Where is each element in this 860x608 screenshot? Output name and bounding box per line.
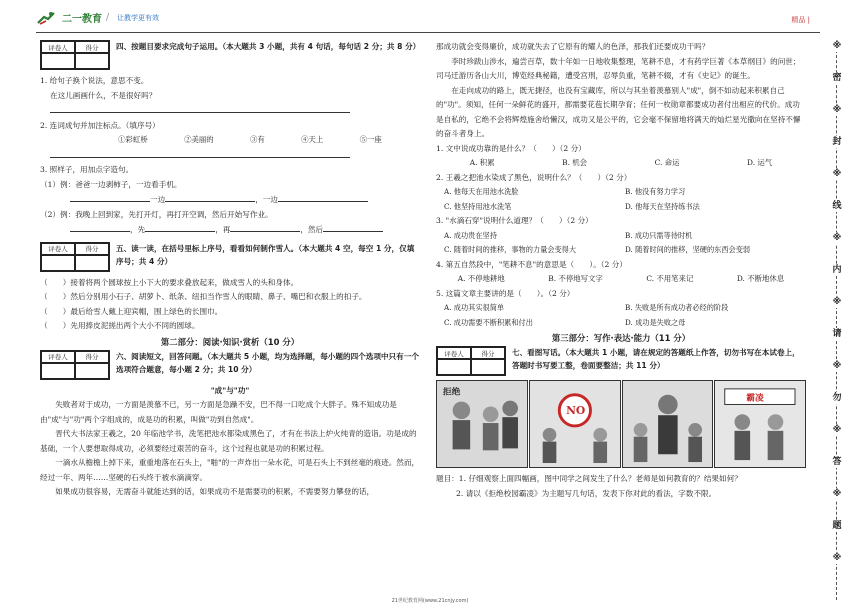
- question-options: [436, 229, 806, 258]
- score-label: 得分: [75, 41, 109, 53]
- score-box: [40, 40, 110, 70]
- grader-field[interactable]: [437, 359, 471, 375]
- article-paragraph: 晋代大书法家王羲之，20 年临池学书，洗笔把池水都染成黑色了，才有在书法上炉火纯青的造诣。功是成的基础，一个人要想取得成功，必须要经过艰苦的奋斗，这个过程也就是功的积累过程。: [40, 429, 417, 453]
- grader-field[interactable]: [41, 53, 75, 69]
- question-options: [436, 185, 806, 214]
- margin-glyph: 线: [830, 200, 844, 212]
- comic-strip: [436, 380, 806, 468]
- question-3-fill-2[interactable]: ，先 ，再 ，然后: [40, 222, 420, 238]
- grader-label: 评卷人: [41, 351, 75, 363]
- question-options: [436, 156, 806, 171]
- margin-glyph: ※: [830, 232, 844, 244]
- word-option: ④天上: [301, 135, 324, 144]
- grader-field[interactable]: [41, 363, 75, 379]
- divider: /: [106, 12, 110, 23]
- word-option: ②美丽的: [184, 135, 214, 144]
- right-column: [436, 40, 806, 501]
- option[interactable]: A. 成功其实很简单: [444, 303, 505, 312]
- option[interactable]: C. 他坚持用池水洗笔: [444, 201, 512, 211]
- question-3-block: [436, 214, 806, 258]
- brand-name: 二一教育: [62, 14, 102, 25]
- question-2: 2. 连词成句并加注标点。（填序号）: [40, 120, 160, 130]
- banner-text: 霸凌: [746, 393, 765, 404]
- question-3: 3. 照样子，用加点字造句。: [40, 165, 134, 174]
- option[interactable]: D. 他每天在坚持练书法: [625, 201, 700, 211]
- option[interactable]: B. 失败是所有成功者必经的阶段: [625, 303, 729, 312]
- question-2-words: [40, 133, 420, 148]
- no-sign-text: NO: [565, 404, 585, 418]
- page-footer: 21世纪教育网(www.21cnjy.com): [391, 598, 469, 604]
- comic-panel-4: [714, 380, 806, 468]
- question-1: 1. 给句子换个说法，意思不变。: [40, 76, 149, 85]
- left-column: [40, 40, 420, 500]
- score-label: 得分: [75, 243, 109, 255]
- step-item: （ ）最后给雪人戴上迎宾帽，围上绿色的长围巾。: [40, 306, 223, 316]
- section-4-title: 四、按题目要求完成句子运用。（本大题共 3 小题，共有 4 句话，每句话 2 分；共 8 分）: [116, 42, 421, 51]
- brand-logo: [36, 10, 159, 25]
- margin-glyph: 密: [830, 72, 844, 84]
- score-field[interactable]: [75, 53, 109, 69]
- question-4-block: [436, 258, 806, 287]
- section-7-header: [436, 346, 806, 376]
- runner-logo-icon: [36, 11, 58, 25]
- option[interactable]: B. 成功只需等待时机: [625, 230, 693, 240]
- option[interactable]: D. 运气: [747, 158, 773, 167]
- question-options: [436, 272, 806, 287]
- article-paragraph: 在走向成功的路上，既无捷径，也没有宝藏库，所以与其坐着羡慕别人"成"，倒不如动起来积累自己的"功"。须知，任何一朵鲜花的盛开，都需要花苞长期孕育；任何一枚勋章都要成功者付出相应的代价。成功是自私的，它绝不会将辉煌施舍给懒汉，成功又是公平的，它会毫不保留地将满天的灿烂星光撒向在坚持不懈的奋斗者身上。: [436, 85, 801, 138]
- panel-sign-text: 拒绝: [442, 387, 461, 398]
- option[interactable]: B. 他没有努力学习: [625, 187, 686, 196]
- grader-label: 评卷人: [437, 347, 471, 359]
- question-text: 2. 王羲之把池水染成了黑色，说明什么？（ ）（2 分）: [436, 172, 632, 182]
- reconciliation-scene-illustration: [715, 381, 805, 467]
- step-item: （ ）接着将两个圆球按上小下大的要求叠放起来，做成雪人的头和身体。: [40, 277, 299, 287]
- option[interactable]: A. 成功贵在坚持: [444, 230, 497, 240]
- section-6-title: 六、阅读短文，回答问题。（本大题共 5 小题，均为选择题，每小题的四个选项中只有一个选项符合题意，每小题 2 分；共 10 分）: [116, 351, 419, 374]
- part-3-title: 第三部分：写作·表达·能力（11 分）: [551, 333, 691, 343]
- margin-glyph: ※: [830, 168, 844, 180]
- question-2-block: [436, 171, 806, 215]
- step-item: （ ）然后分别用小石子、胡萝卜、纸条、纽扣当作雪人的眼睛、鼻子、嘴巴和衣服上的扣子。: [40, 292, 367, 301]
- margin-glyph: ※: [830, 424, 844, 436]
- section-4-header: [40, 40, 420, 70]
- option[interactable]: C. 随着时间的推移，事物的力量会变得大: [444, 245, 577, 254]
- question-text: 5. 这篇文章主要讲的是（ ）。（2 分）: [436, 288, 575, 298]
- option[interactable]: C. 不用笔来记: [646, 274, 694, 283]
- score-field[interactable]: [75, 255, 109, 271]
- question-5-block: [436, 287, 806, 331]
- option[interactable]: A. 不停地耕地: [457, 274, 505, 283]
- question-options: [436, 301, 806, 330]
- margin-glyph: 请: [830, 328, 844, 340]
- bullying-scene-illustration: [437, 381, 527, 467]
- article-paragraph: 失败者对于成功，一方面是羡慕不已，另一方面是急躁不安，巴不得一口吃成个大胖子。殊不知成功是由"成"与"功"两个字组成的，成是功的积累，叫做"功到自然成"。: [40, 400, 397, 424]
- margin-glyph: ※: [830, 360, 844, 372]
- score-box: [436, 346, 506, 376]
- answer-line[interactable]: [40, 103, 420, 119]
- option[interactable]: B. 不停地写文字: [548, 274, 603, 283]
- margin-glyph: 题: [830, 520, 844, 532]
- word-option: ①彩虹桥: [118, 135, 148, 144]
- article-title: "成"与"功": [210, 385, 250, 395]
- section-5-header: [40, 242, 420, 272]
- step-item: （ ）先用捧皮泥搓出两个大小不同的圆球。: [40, 321, 200, 330]
- question-3-example-2: （2）例：我晚上回到家，先打开灯，再打开空调，然后开始写作业。: [40, 209, 273, 219]
- question-3-fill-1[interactable]: 一边 ，一边: [40, 192, 420, 208]
- refusal-scene-illustration: [530, 381, 620, 467]
- answer-line[interactable]: [40, 148, 420, 164]
- word-option: ⑤一座: [359, 135, 382, 144]
- score-box: [40, 350, 110, 380]
- comic-panel-3: [622, 380, 714, 468]
- score-field[interactable]: [471, 359, 505, 375]
- margin-glyph: ※: [830, 104, 844, 116]
- quality-badge: 精品 |: [791, 16, 810, 24]
- comic-panel-1: [436, 380, 528, 468]
- section-7-title: 七、看图写话。（本大题共 1 小题，请在规定的答题纸上作答，切勿书写在本试卷上，答题时书写要工整，卷面要整洁；共 11 分）: [512, 348, 800, 370]
- margin-glyph: 封: [830, 136, 844, 148]
- header-rule: [36, 32, 820, 33]
- score-field[interactable]: [75, 363, 109, 379]
- option[interactable]: A. 他每天在用池水洗脸: [444, 187, 519, 196]
- margin-glyph: ※: [830, 488, 844, 500]
- question-text: 1. 文中说成功靠的是什么？（ ）（2 分）: [436, 143, 586, 153]
- writing-prompt-1: 题目：1. 仔细观察上面四幅画，图中同学之间发生了什么？老师是如何教育的？结果如何？: [436, 474, 742, 483]
- option[interactable]: A. 积累: [469, 158, 495, 167]
- margin-glyph: ※: [830, 40, 844, 52]
- article-paragraph: 一滴水从檐檐上掉下来，重重地落在石头上，"啪"的一声炸出一朵水花，可是石头上不到丝毫的痕迹。然而，经过一年、两年……坚硬的石头终于被水滴滴穿。: [40, 458, 420, 482]
- article-paragraph: 李时珍跋山涉水，遍尝百草，数十年如一日地收集整理，笔耕不息，才有药学巨著《本草纲目》的问世；司马迁游历各山大川，博览经典秘籍，遭受宫刑，忍辱负重，笔耕不辍，才有《史记》的诞生。: [436, 56, 801, 80]
- score-box: [40, 242, 110, 272]
- binding-margin: [810, 40, 860, 600]
- score-label: 得分: [75, 351, 109, 363]
- page-header: [0, 0, 860, 30]
- article-paragraph: 那成功就会变得廉价，成功就失去了它原有的耀人的色泽，那我们还要成功干吗？: [436, 42, 710, 51]
- margin-glyph: 勿: [830, 392, 844, 404]
- question-3-example-1: （1）例：爸爸一边剥柿子，一边看手机。: [40, 179, 182, 189]
- grader-label: 评卷人: [41, 243, 75, 255]
- margin-glyph: ※: [830, 296, 844, 308]
- part-2-title: 第二部分：阅读·知识·赏析（10 分）: [160, 336, 300, 347]
- section-5-title: 五、读一读，在括号里标上序号，看看如何制作雪人。（本大题共 4 空，每空 1 分，仅填序号；共 4 分）: [116, 243, 415, 266]
- question-1-sentence: 在这儿画画什么，不是很好吗？: [50, 90, 157, 100]
- margin-glyph: 答: [830, 456, 844, 468]
- question-text: 4. 第五自然段中，"笔耕不息"的意思是（ ）。（2 分）: [436, 259, 627, 269]
- margin-glyph: 内: [830, 264, 844, 276]
- comic-panel-2: [529, 380, 621, 468]
- brand-slogan: 让教学更有效: [117, 13, 160, 22]
- question-1-block: [436, 142, 806, 171]
- word-option: ③有: [249, 135, 265, 144]
- option[interactable]: C. 命运: [654, 158, 680, 167]
- article-paragraph: 如果成功很容易，无需奋斗就能达到的话，如果成功不是需要功的积累，不需要努力攀登的话，: [55, 487, 375, 496]
- grader-field[interactable]: [41, 255, 75, 271]
- writing-prompt-2: 2. 请以《拒绝校园霸凌》为主题写几句话，发表下你对此的看法，字数不限。: [456, 488, 717, 498]
- score-label: 得分: [471, 347, 505, 359]
- option[interactable]: D. 不断地休息: [736, 274, 785, 283]
- seal-line: [836, 40, 837, 600]
- teacher-scene-illustration: [623, 381, 713, 467]
- option[interactable]: D. 成功是失败之母: [625, 317, 686, 327]
- option[interactable]: D. 随着时间的推移，坚硬的东西会变弱: [625, 245, 751, 254]
- option[interactable]: C. 成功需要不断积累和付出: [444, 317, 533, 327]
- grader-label: 评卷人: [41, 41, 75, 53]
- question-text: 3. "水滴石穿"说明什么道理？（ ）（2 分）: [436, 216, 593, 225]
- section-6-header: [40, 350, 420, 380]
- option[interactable]: B. 机会: [562, 158, 588, 167]
- margin-glyph: ※: [830, 552, 844, 564]
